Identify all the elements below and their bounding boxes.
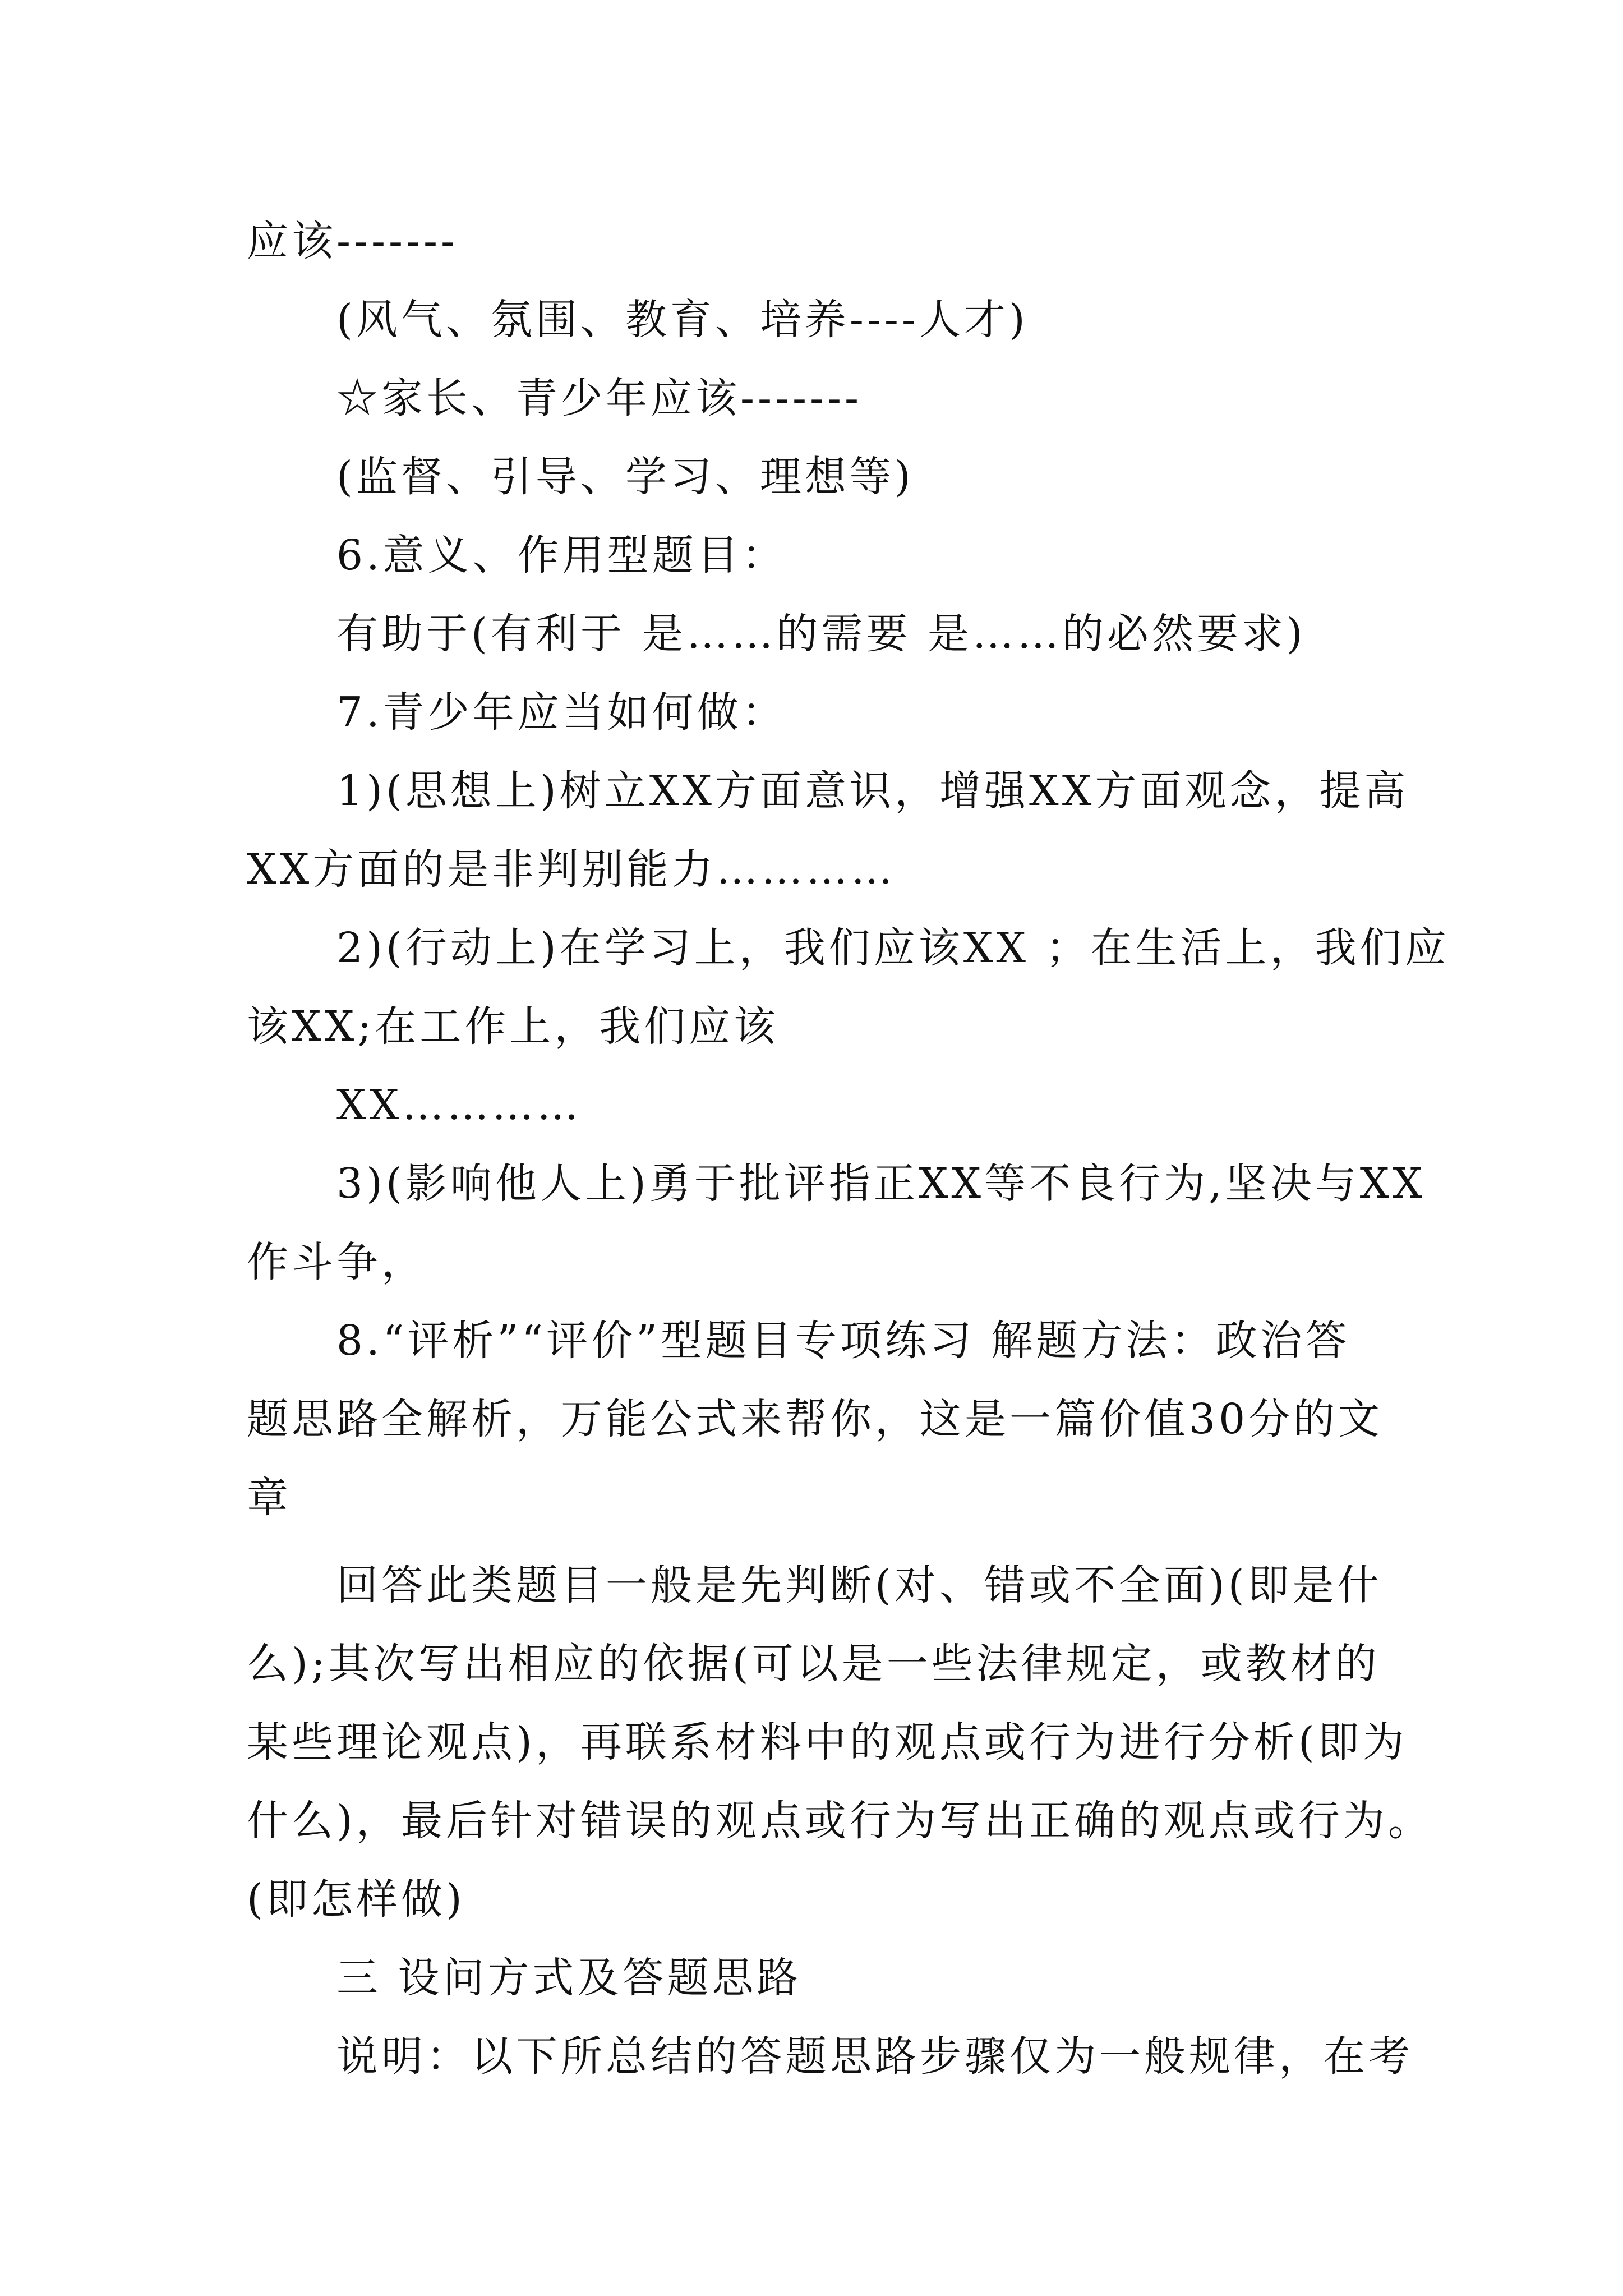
line-16: 题思路全解析，万能公式来帮你，这是一篇价值30分的文 [247, 1395, 1384, 1443]
line-6: 有助于(有利于 是……的需要 是……的必然要求) [336, 610, 1306, 658]
line-23: 三 设问方式及答题思路 [336, 1954, 802, 2002]
line-20: 某些理论观点)，再联系材料中的观点或行为进行分析(即为 [247, 1718, 1408, 1766]
line-21: 什么)，最后针对错误的观点或行为写出正确的观点或行为。 [247, 1797, 1433, 1845]
line-1: 应该------- [247, 217, 459, 265]
line-10: 2)(行动上)在学习上，我们应该XX ；在生活上，我们应 [336, 924, 1450, 972]
document-body [247, 202, 1450, 2096]
line-8: 1)(思想上)树立XX方面意识，增强XX方面观念，提高 [336, 767, 1409, 815]
line-2: (风气、氛围、教育、培养----人才) [336, 296, 1029, 344]
line-4: (监督、引导、学习、理想等) [336, 453, 914, 501]
line-17: 章 [247, 1474, 292, 1522]
line-3: ☆家长、青少年应该------- [336, 374, 863, 422]
line-24: 说明：以下所总结的答题思路步骤仅为一般规律，在考 [336, 2032, 1413, 2081]
line-14: 作斗争， [247, 1238, 426, 1286]
line-12: XX………… [336, 1081, 582, 1129]
line-7: 7.青少年应当如何做： [336, 688, 787, 737]
line-5: 6.意义、作用型题目： [336, 531, 787, 579]
line-18: 回答此类题目一般是先判断(对、错或不全面)(即是什 [336, 1561, 1382, 1609]
line-13: 3)(影响他人上)勇于批评指正XX等不良行为,坚决与XX [336, 1159, 1426, 1208]
line-19: 么);其次写出相应的依据(可以是一些法律规定，或教材的 [247, 1640, 1380, 1688]
line-22: (即怎样做) [247, 1875, 465, 1924]
line-15: 8.“评析”“评价”型题目专项练习 解题方法：政治答 [336, 1317, 1350, 1365]
line-9: XX方面的是非判别能力………… [247, 845, 896, 894]
line-11: 该XX;在工作上，我们应该 [247, 1002, 779, 1051]
